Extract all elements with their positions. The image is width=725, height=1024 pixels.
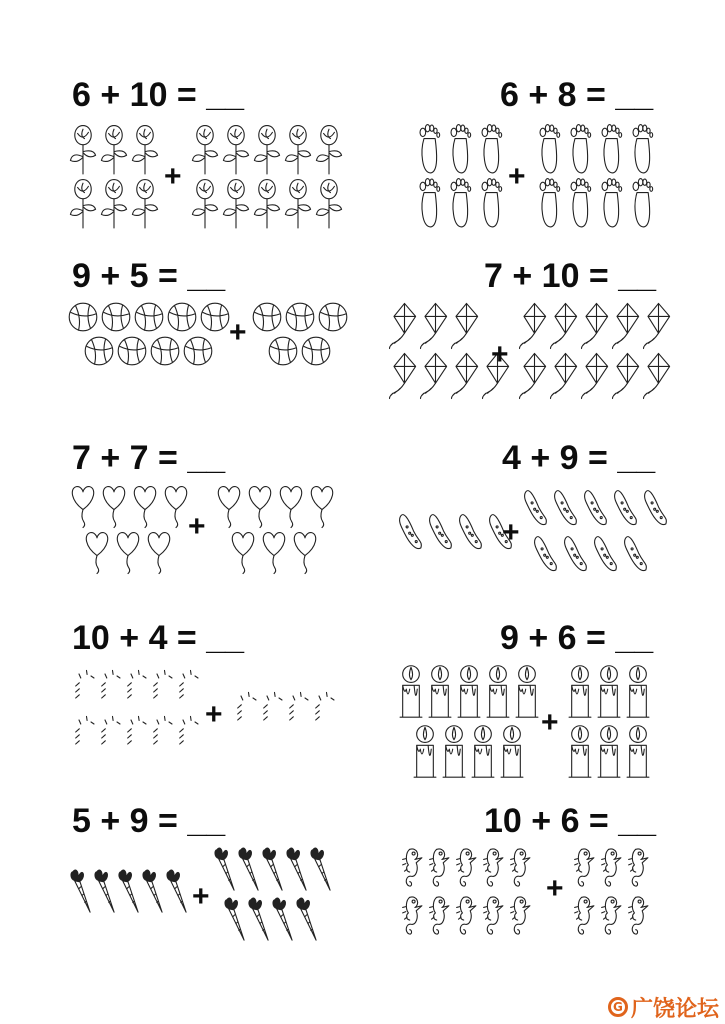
seahorse-icon bbox=[624, 846, 650, 888]
cucumber-icon bbox=[533, 530, 559, 572]
plus-sign-5: + bbox=[188, 510, 206, 543]
kite-icon bbox=[518, 302, 548, 350]
ring-logo-icon: G bbox=[608, 997, 628, 1017]
candy-cane-icon bbox=[310, 686, 340, 726]
footprint-icon bbox=[477, 123, 505, 175]
rose-icon bbox=[68, 177, 98, 229]
footprint-icon bbox=[446, 123, 474, 175]
candle-icon bbox=[596, 664, 622, 720]
cucumber-icon bbox=[593, 530, 619, 572]
candle-icon bbox=[398, 664, 424, 720]
carrot-icon bbox=[68, 868, 92, 914]
cucumber-icon bbox=[428, 508, 454, 550]
beach-ball-icon bbox=[268, 336, 298, 366]
rose-icon bbox=[221, 123, 251, 175]
footprint-icon bbox=[415, 177, 443, 229]
kite-icon bbox=[518, 352, 548, 400]
cucumber-icon bbox=[643, 484, 669, 526]
carrot-icon bbox=[246, 896, 270, 942]
beach-ball-icon bbox=[117, 336, 147, 366]
seahorse-icon bbox=[506, 894, 532, 936]
watermark bbox=[608, 994, 719, 1020]
kite-icon bbox=[388, 302, 418, 350]
seahorse-icon bbox=[398, 894, 424, 936]
heart-balloon-icon bbox=[259, 530, 289, 574]
kite-icon bbox=[642, 352, 672, 400]
kite-icon bbox=[419, 352, 449, 400]
kite-icon bbox=[450, 302, 480, 350]
kite-icon bbox=[611, 302, 641, 350]
beach-ball-icon bbox=[285, 302, 315, 332]
carrot-icon bbox=[284, 846, 308, 892]
footprint-icon bbox=[628, 123, 656, 175]
footprint-icon bbox=[597, 177, 625, 229]
rose-icon bbox=[130, 177, 160, 229]
rose-icon bbox=[68, 123, 98, 175]
equation-9: 5 + 9 = __ bbox=[72, 802, 226, 840]
seahorse-icon bbox=[597, 846, 623, 888]
candle-icon bbox=[625, 724, 651, 780]
candle-icon bbox=[456, 664, 482, 720]
kite-icon bbox=[450, 352, 480, 400]
carrot-icon bbox=[294, 896, 318, 942]
footprint-icon bbox=[535, 123, 563, 175]
footprint-icon bbox=[446, 177, 474, 229]
heart-balloon-icon bbox=[99, 484, 129, 528]
cucumber-icon bbox=[523, 484, 549, 526]
cucumber-icon bbox=[458, 508, 484, 550]
plus-sign-8: + bbox=[541, 706, 559, 739]
seahorse-icon bbox=[398, 846, 424, 888]
beach-ball-icon bbox=[101, 302, 131, 332]
beach-ball-icon bbox=[167, 302, 197, 332]
rose-icon bbox=[99, 177, 129, 229]
kite-icon bbox=[580, 302, 610, 350]
heart-balloon-icon bbox=[245, 484, 275, 528]
footprint-icon bbox=[566, 177, 594, 229]
beach-ball-icon bbox=[150, 336, 180, 366]
footprint-icon bbox=[566, 123, 594, 175]
equation-5: 7 + 7 = __ bbox=[72, 439, 226, 477]
candle-icon bbox=[412, 724, 438, 780]
kite-icon bbox=[388, 352, 418, 400]
heart-balloon-icon bbox=[290, 530, 320, 574]
cucumber-icon bbox=[563, 530, 589, 572]
beach-ball-icon bbox=[84, 336, 114, 366]
heart-balloon-icon bbox=[82, 530, 112, 574]
beach-ball-icon bbox=[318, 302, 348, 332]
candle-icon bbox=[485, 664, 511, 720]
rose-icon bbox=[252, 177, 282, 229]
plus-sign-1: + bbox=[164, 160, 182, 193]
candle-icon bbox=[514, 664, 540, 720]
plus-sign-2: + bbox=[508, 160, 526, 193]
candle-icon bbox=[567, 724, 593, 780]
seahorse-icon bbox=[570, 846, 596, 888]
equation-1: 6 + 10 = __ bbox=[72, 76, 245, 114]
carrot-icon bbox=[222, 896, 246, 942]
heart-balloon-icon bbox=[144, 530, 174, 574]
plus-sign-4: + bbox=[491, 338, 509, 371]
footprint-icon bbox=[535, 177, 563, 229]
rose-icon bbox=[314, 123, 344, 175]
equation-10: 10 + 6 = __ bbox=[484, 802, 657, 840]
rose-icon bbox=[283, 123, 313, 175]
rose-icon bbox=[221, 177, 251, 229]
cucumber-icon bbox=[613, 484, 639, 526]
carrot-icon bbox=[212, 846, 236, 892]
seahorse-icon bbox=[570, 894, 596, 936]
carrot-icon bbox=[92, 868, 116, 914]
seahorse-icon bbox=[479, 846, 505, 888]
beach-ball-icon bbox=[252, 302, 282, 332]
footprint-icon bbox=[415, 123, 443, 175]
equation-2: 6 + 8 = __ bbox=[500, 76, 654, 114]
cucumber-icon bbox=[583, 484, 609, 526]
beach-ball-icon bbox=[183, 336, 213, 366]
candy-cane-icon bbox=[174, 664, 204, 704]
rose-icon bbox=[283, 177, 313, 229]
footprint-icon bbox=[477, 177, 505, 229]
candle-icon bbox=[596, 724, 622, 780]
heart-balloon-icon bbox=[113, 530, 143, 574]
rose-icon bbox=[190, 177, 220, 229]
seahorse-icon bbox=[452, 846, 478, 888]
seahorse-icon bbox=[597, 894, 623, 936]
equation-4: 7 + 10 = __ bbox=[484, 257, 657, 295]
heart-balloon-icon bbox=[307, 484, 337, 528]
kite-icon bbox=[611, 352, 641, 400]
kite-icon bbox=[642, 302, 672, 350]
plus-sign-6: + bbox=[502, 516, 520, 549]
beach-ball-icon bbox=[301, 336, 331, 366]
carrot-icon bbox=[140, 868, 164, 914]
carrot-icon bbox=[308, 846, 332, 892]
beach-ball-icon bbox=[200, 302, 230, 332]
heart-balloon-icon bbox=[161, 484, 191, 528]
kite-icon bbox=[419, 302, 449, 350]
seahorse-icon bbox=[425, 894, 451, 936]
candle-icon bbox=[499, 724, 525, 780]
beach-ball-icon bbox=[68, 302, 98, 332]
candle-icon bbox=[625, 664, 651, 720]
plus-sign-9: + bbox=[192, 880, 210, 913]
carrot-icon bbox=[164, 868, 188, 914]
kite-icon bbox=[549, 302, 579, 350]
seahorse-icon bbox=[425, 846, 451, 888]
rose-icon bbox=[252, 123, 282, 175]
seahorse-icon bbox=[506, 846, 532, 888]
heart-balloon-icon bbox=[68, 484, 98, 528]
plus-sign-7: + bbox=[205, 698, 223, 731]
heart-balloon-icon bbox=[228, 530, 258, 574]
equation-6: 4 + 9 = __ bbox=[502, 439, 656, 477]
cucumber-icon bbox=[398, 508, 424, 550]
carrot-icon bbox=[270, 896, 294, 942]
seahorse-icon bbox=[624, 894, 650, 936]
heart-balloon-icon bbox=[276, 484, 306, 528]
carrot-icon bbox=[236, 846, 260, 892]
equation-8: 9 + 6 = __ bbox=[500, 619, 654, 657]
carrot-icon bbox=[260, 846, 284, 892]
cucumber-icon bbox=[623, 530, 649, 572]
plus-sign-10: + bbox=[546, 872, 564, 905]
candle-icon bbox=[470, 724, 496, 780]
beach-ball-icon bbox=[134, 302, 164, 332]
candle-icon bbox=[441, 724, 467, 780]
seahorse-icon bbox=[452, 894, 478, 936]
equation-3: 9 + 5 = __ bbox=[72, 257, 226, 295]
rose-icon bbox=[190, 123, 220, 175]
seahorse-icon bbox=[479, 894, 505, 936]
rose-icon bbox=[314, 177, 344, 229]
heart-balloon-icon bbox=[214, 484, 244, 528]
footprint-icon bbox=[597, 123, 625, 175]
plus-sign-3: + bbox=[229, 316, 247, 349]
kite-icon bbox=[580, 352, 610, 400]
cucumber-icon bbox=[553, 484, 579, 526]
candle-icon bbox=[567, 664, 593, 720]
watermark-text: 广饶论坛 bbox=[630, 996, 719, 1022]
candle-icon bbox=[427, 664, 453, 720]
candy-cane-icon bbox=[174, 710, 204, 750]
equation-7: 10 + 4 = __ bbox=[72, 619, 245, 657]
rose-icon bbox=[130, 123, 160, 175]
heart-balloon-icon bbox=[130, 484, 160, 528]
kite-icon bbox=[549, 352, 579, 400]
footprint-icon bbox=[628, 177, 656, 229]
rose-icon bbox=[99, 123, 129, 175]
carrot-icon bbox=[116, 868, 140, 914]
